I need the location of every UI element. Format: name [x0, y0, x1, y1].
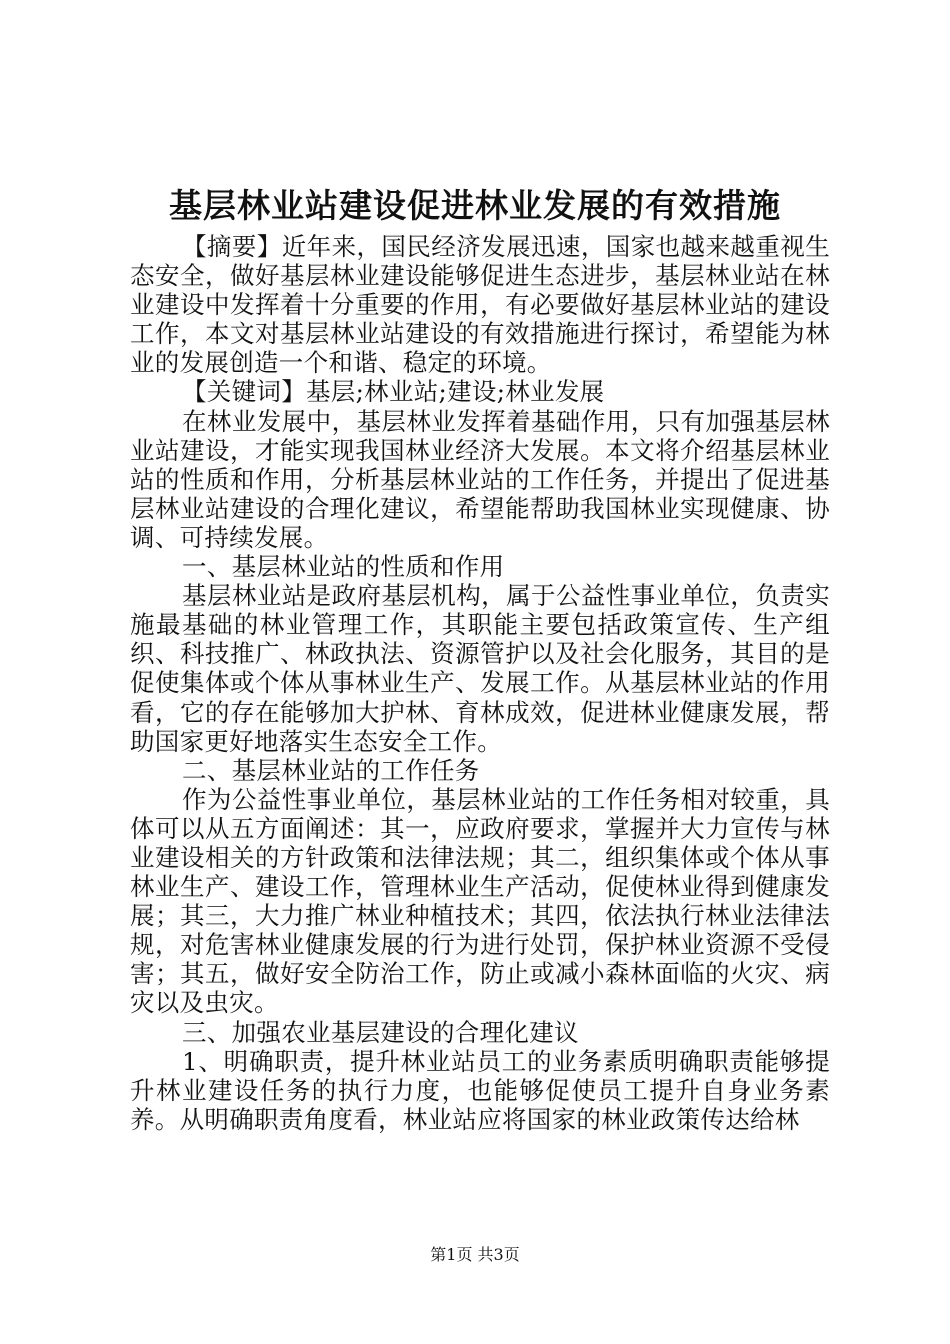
intro-paragraph: 在林业发展中，基层林业发挥着基础作用，只有加强基层林业站建设，才能实现我国林业经济大发展。本文将介绍基层林业站的性质和作用，分析基层林业站的工作任务，并提出了促进基层林业站建设的合理化建议，希望能帮助我国林业实现健康、协调、可持续发展。 — [130, 406, 830, 552]
keywords-paragraph: 【关键词】基层;林业站;建设;林业发展 — [182, 377, 605, 407]
section-heading-3: 三、加强农业基层建设的合理化建议 — [182, 1017, 579, 1047]
section-2-paragraph: 作为公益性事业单位，基层林业站的工作任务相对较重，具体可以从五方面阐述：其一，应政府要求，掌握并大力宣传与林业建设相关的方针政策和法律法规；其二，组织集体或个体从事林业生产、建设工作，管理林业生产活动，促使林业得到健康发展；其三，大力推广林业种植技术；其四，依法执行林业法律法规，对危害林业健康发展的行为进行处罚，保护林业资源不受侵害；其五，做好安全防治工作，防止或减小森林面临的火灾、病灾以及虫灾。 — [130, 784, 830, 1018]
section-heading-2: 二、基层林业站的工作任务 — [182, 755, 480, 785]
section-heading-1: 一、基层林业站的性质和作用 — [182, 552, 505, 582]
section-1-paragraph: 基层林业站是政府基层机构，属于公益性事业单位，负责实施最基础的林业管理工作，其职能主要包括政策宣传、生产组织、科技推广、林政执法、资源管护以及社会化服务，其目的是促使集体或个体从事林业生产、发展工作。从基层林业站的作用看，它的存在能够加大护林、育林成效，促进林业健康发展，帮助国家更好地落实生态安全工作。 — [130, 581, 830, 756]
document-title: 基层林业站建设促进林业发展的有效措施 — [169, 186, 781, 225]
abstract-paragraph: 【摘要】近年来，国民经济发展迅速，国家也越来越重视生态安全，做好基层林业建设能够促进生态进步，基层林业站在林业建设中发挥着十分重要的作用，有必要做好基层林业站的建设工作，本文对基层林业站建设的有效措施进行探讨，希望能为林业的发展创造一个和谐、稳定的环境。 — [130, 232, 830, 378]
section-3-paragraph: 1、明确职责，提升林业站员工的业务素质明确职责能够提升林业建设任务的执行力度，也能够促使员工提升自身业务素养。从明确职责角度看，林业站应将国家的林业政策传达给林 — [130, 1046, 830, 1134]
page-number-footer: 第1页 共3页 — [430, 1245, 520, 1264]
document-body — [130, 232, 830, 1134]
